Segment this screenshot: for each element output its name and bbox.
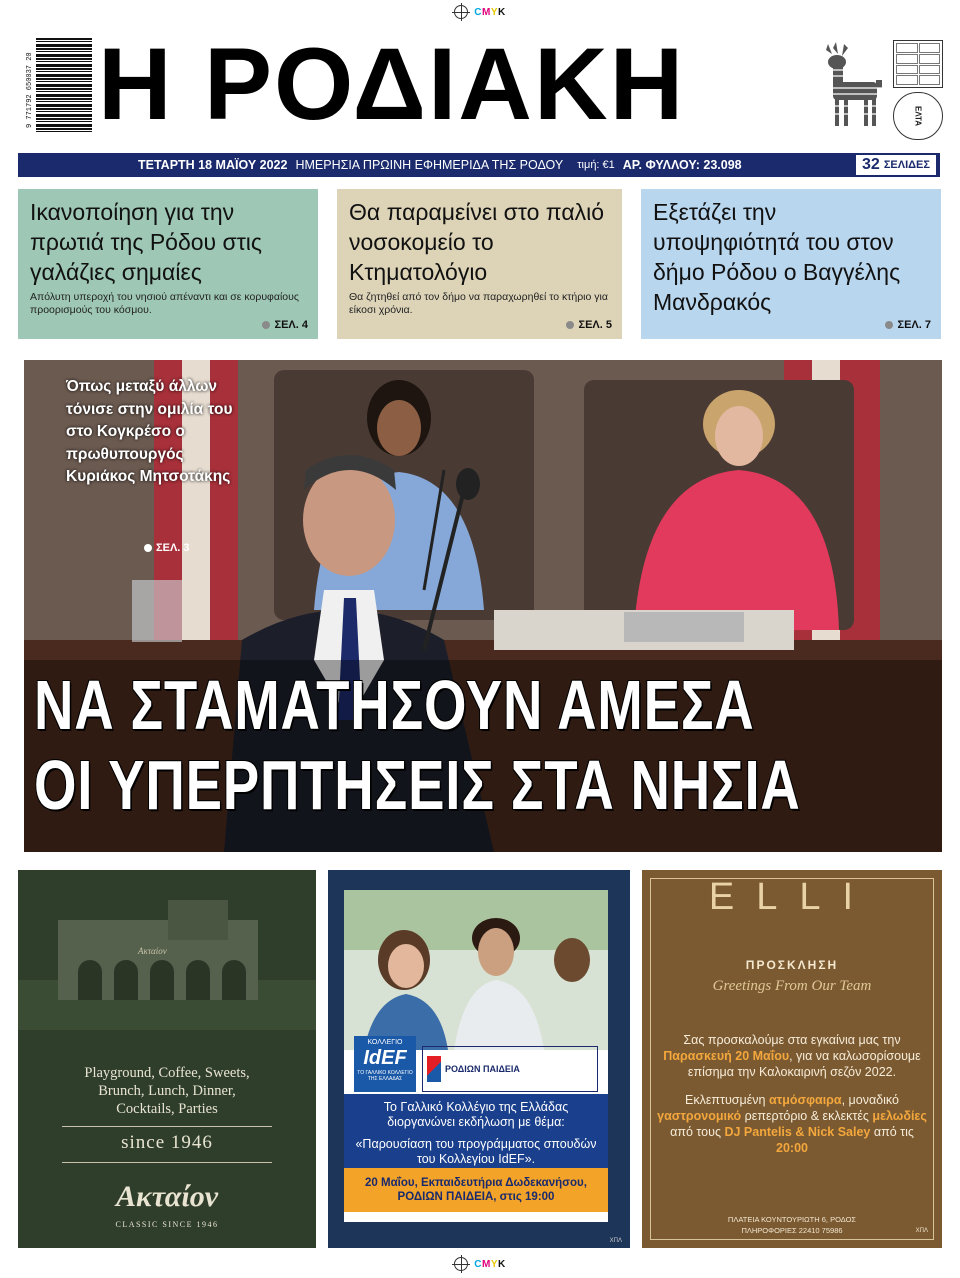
issue-number: ΑΡ. ΦΥΛΛΟΥ: 23.098 xyxy=(622,158,742,172)
aktaion-tagline: CLASSIC SINCE 1946 xyxy=(115,1220,219,1229)
teaser-page-ref: ΣΕΛ. 4 xyxy=(262,319,308,331)
hero-caption: Όπως μεταξύ άλλων τόνισε στην ομιλία του στο Κογκρέσο ο πρωθυπουργός Κυριάκος Μητσοτάκης xyxy=(66,378,233,485)
bullet-icon xyxy=(885,321,893,329)
registration-mark-top xyxy=(0,1,960,23)
teaser-blue-flags[interactable] xyxy=(18,189,318,339)
aktaion-building-photo xyxy=(18,870,316,1030)
page-count-badge: 32 ΣΕΛΙΔΕΣ xyxy=(856,155,936,175)
barcode-number: 9 771792 650037 20 xyxy=(26,52,34,128)
bullet-icon xyxy=(566,321,574,329)
bullet-icon xyxy=(262,321,270,329)
aktaion-since: since 1946 xyxy=(121,1132,213,1153)
elli-logo: ELLI xyxy=(708,876,876,918)
main-headline-line2: ΟΙ ΥΠΕΡΠΤΗΣΕΙΣ ΣΤΑ ΝΗΣΙΑ xyxy=(34,746,801,824)
registration-mark-bottom xyxy=(0,1253,960,1275)
teaser-headline: Ικανοποίηση για την πρωτιά της Ρόδου στις γαλάζιες σημαίες xyxy=(30,199,262,285)
hero-page-ref: ΣΕΛ. 3 xyxy=(144,542,190,554)
teaser-summary: Απόλυτη υπεροχή του νησιού απέναντι και σε κορυφαίους προορισμούς του κόσμου. xyxy=(30,291,299,316)
elli-greeting: Greetings From Our Team xyxy=(712,978,872,994)
barcode xyxy=(26,38,92,134)
teaser-headline: Εξετάζει την υποψηφιότητά του στον δήμο Ρόδου ο Βαγγέλης Μανδρακός xyxy=(653,199,901,315)
aktaion-logo: Ακταίον xyxy=(115,1180,219,1213)
ad-aktaion[interactable] xyxy=(18,870,316,1248)
teaser-mandrakos[interactable] xyxy=(641,189,941,339)
ad-idef[interactable] xyxy=(328,870,630,1248)
aktaion-facade-sign: Ακταίον xyxy=(138,946,167,956)
students-photo xyxy=(344,890,608,1050)
ad-elli[interactable] xyxy=(642,870,942,1248)
ad-credit: ΧΠΛ xyxy=(915,1228,928,1234)
crosshair-icon xyxy=(454,5,468,19)
permit-grid xyxy=(893,40,943,88)
teaser-page-ref: ΣΕΛ. 7 xyxy=(885,319,931,331)
idef-event-details: 20 Μαΐου, Εκπαιδευτήρια Δωδεκανήσου, ΡΟΔΙΩΝ ΠΑΙΔΕΙΑ, στις 19:00 xyxy=(344,1168,608,1212)
cmyk-label: CMYK xyxy=(474,6,506,18)
paper-subtitle: ΗΜΕΡΗΣΙΑ ΠΡΩΙΝΗ ΕΦΗΜΕΡΙΔΑ ΤΗΣ ΡΟΔΟΥ xyxy=(295,158,564,172)
elta-stamp: ΕΛΤΑ xyxy=(893,92,943,140)
elli-invitation: ΠΡΟΣΚΛΗΣΗ xyxy=(745,958,839,972)
idef-logos xyxy=(344,1036,608,1092)
divider xyxy=(62,1162,272,1163)
masthead-title: Η ΡΟΔΙΑΚΗ xyxy=(98,27,686,141)
deer-logo-icon xyxy=(800,40,890,132)
issue-date: ΤΕΤΑΡΤΗ 18 ΜΑΪΟΥ 2022 xyxy=(138,158,288,172)
idef-card xyxy=(344,890,608,1222)
idef-event-text: Το Γαλλικό Κολλέγιο της Ελλάδας διοργανώνει εκδήλωση με θέμα: «Παρουσίαση του προγράμματος σπουδών του Κολλεγίου IdEF». xyxy=(344,1094,608,1202)
idef-logo: ΚΟΛΛΕΓΙΟ IdEF ΤΟ ΓΑΛΛΙΚΟ ΚΟΛΛΕΓΙΟ ΤΗΣ ΕΛΛΑΔΑΣ xyxy=(354,1036,416,1092)
hero-story[interactable] xyxy=(24,360,942,852)
rodion-mark-icon xyxy=(427,1056,441,1082)
barcode-bars xyxy=(36,38,92,134)
teaser-headline: Θα παραμείνει στο παλιό νοσοκομείο το Κτηματολόγιο xyxy=(349,199,605,285)
divider xyxy=(62,1126,272,1127)
rodion-paideia-logo: ΡΟΔΙΩΝ ΠΑΙΔΕΙΑ xyxy=(422,1046,598,1092)
elli-address: ΠΛΑΤΕΙΑ ΚΟΥΝΤΟΥΡΙΩΤΗ 6, ΡΟΔΟΣ ΠΛΗΡΟΦΟΡΙΕΣ 22410 75986 xyxy=(727,1215,857,1235)
crosshair-icon xyxy=(454,1257,468,1271)
price: τιμή: €1 xyxy=(577,159,615,171)
dateline-bar xyxy=(18,153,940,177)
teaser-cadastre[interactable] xyxy=(337,189,622,339)
teaser-page-ref: ΣΕΛ. 5 xyxy=(566,319,612,331)
cmyk-label: CMYK xyxy=(474,1258,506,1270)
bullet-icon xyxy=(144,544,152,552)
teaser-summary: Θα ζητηθεί από τον δήμο να παραχωρηθεί το κτήριο για είκοσι χρόνια. xyxy=(349,291,608,316)
elli-body: Σας προσκαλούμε στα εγκαίνια μας την Παρασκευή 20 Μαΐου, για να καλωσορίσουμε επίσημα την Καλοκαιρινή σεζόν 2022. Εκλεπτυσμένη ατμόσφαιρα, μοναδικό γαστρονομικό ρεπερτόριο & εκλεκτές μελωδίες από τους DJ Pantelis & Nick Saley από τις 20:00 xyxy=(657,1033,927,1155)
postal-permit xyxy=(893,40,943,148)
main-headline-line1: ΝΑ ΣΤΑΜΑΤΗΣΟΥΝ ΑΜΕΣΑ xyxy=(34,666,755,744)
ad-credit: ΧΠΛ xyxy=(609,1238,622,1244)
aktaion-services: Playground, Coffee, Sweets, Brunch, Lunch, Dinner, Cocktails, Parties xyxy=(84,1065,250,1117)
